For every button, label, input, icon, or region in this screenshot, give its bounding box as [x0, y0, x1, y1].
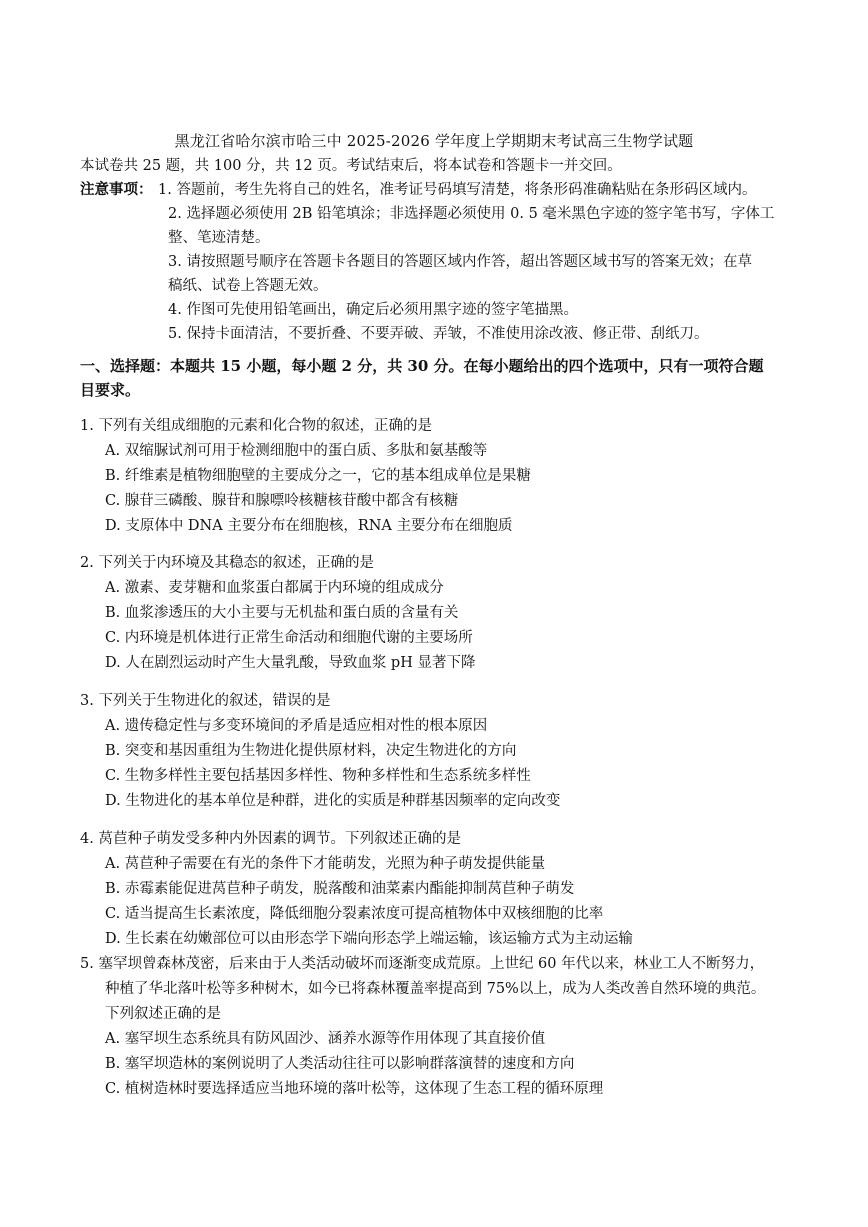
option-c: C. 植树造林时要选择适应当地环境的落叶松等，这体现了生态工程的循环原理: [105, 1081, 604, 1097]
option-c: C. 适当提高生长素浓度，降低细胞分裂素浓度可提高植物体中双核细胞的比率: [105, 906, 604, 922]
option-a: A. 激素、麦芽糖和血浆蛋白都属于内环境的组成成分: [105, 580, 444, 596]
notice-row-3: [80, 250, 800, 274]
option-d: D. 生物进化的基本单位是种群，进化的实质是种群基因频率的定向改变: [105, 793, 561, 809]
notice-row-4: [80, 298, 800, 322]
question-3: [80, 689, 810, 814]
question-stem-cont-1: 种植了华北落叶松等多种树木，如今已将森林覆盖率提高到 75%以上，成为人类改善自然环境的典范。: [105, 981, 766, 997]
notice-row-1: [80, 178, 800, 202]
option-b: B. 突变和基因重组为生物进化提供原材料，决定生物进化的方向: [105, 743, 517, 759]
notice-block: [80, 178, 800, 346]
exam-title: 黑龙江省哈尔滨市哈三中 2025-2026 学年度上学期期末考试高三生物学试题: [174, 132, 694, 150]
question-stem: 1. 下列有关组成细胞的元素和化合物的叙述，正确的是: [80, 418, 432, 434]
question-stem: 5. 塞罕坝曾森林茂密，后来由于人类活动破坏而逐渐变成荒原。上世纪 60 年代以来，林业工人不断努力，: [80, 956, 765, 972]
notice-item-3-cont: 稿纸、试卷上答题无效。: [168, 278, 328, 294]
question-stem: 4. 莴苣种子萌发受多种内外因素的调节。下列叙述正确的是: [80, 831, 461, 847]
notice-item-1: 1. 答题前，考生先将自己的姓名，准考证号码填写清楚，将条形码准确粘贴在条形码区域内。: [158, 182, 757, 198]
option-a: A. 莴苣种子需要在有光的条件下才能萌发，光照为种子萌发提供能量: [105, 856, 546, 872]
option-a: A. 塞罕坝生态系统具有防风固沙、涵养水源等作用体现了其直接价值: [105, 1031, 546, 1047]
notice-label: 注意事项：: [80, 181, 153, 198]
option-a: A. 遗传稳定性与多变环境间的矛盾是适应相对性的根本原因: [105, 718, 488, 734]
option-d: D. 生长素在幼嫩部位可以由形态学下端向形态学上端运输，该运输方式为主动运输: [105, 931, 633, 947]
option-b: B. 塞罕坝造林的案例说明了人类活动往往可以影响群落演替的速度和方向: [105, 1056, 575, 1072]
section-heading-line-1: 一、选择题：本题共 15 小题，每小题 2 分，共 30 分。在每小题给出的四个选项中，只有一项符合题: [80, 357, 764, 375]
section-heading-line-2: 目要求。: [80, 381, 141, 399]
section-heading: [80, 354, 800, 402]
option-b: B. 纤维素是植物细胞壁的主要成分之一，它的基本组成单位是果糖: [105, 468, 531, 484]
notice-row-5: [80, 322, 800, 346]
notice-item-2: 2. 选择题必须使用 2B 铅笔填涂；非选择题必须使用 0. 5 毫米黑色字迹的签字笔书写，字体工: [168, 206, 775, 222]
option-c: C. 生物多样性主要包括基因多样性、物种多样性和生态系统多样性: [105, 768, 531, 784]
option-c: C. 腺苷三磷酸、腺苷和腺嘌呤核糖核苷酸中都含有核糖: [105, 493, 459, 509]
question-4: [80, 827, 810, 952]
notice-row-3b: [80, 274, 800, 298]
notice-row-2b: [80, 226, 800, 250]
notice-item-2-cont: 整、笔迹清楚。: [168, 230, 270, 246]
option-b: B. 赤霉素能促进莴苣种子萌发，脱落酸和油菜素内酯能抑制莴苣种子萌发: [105, 881, 575, 897]
question-stem-cont-2: 下列叙述正确的是: [105, 1006, 221, 1022]
notice-item-3: 3. 请按照题号顺序在答题卡各题目的答题区域内作答，超出答题区域书写的答案无效；在草: [168, 254, 752, 270]
question-stem: 3. 下列关于生物进化的叙述，错误的是: [80, 693, 331, 709]
question-5: [80, 952, 810, 1102]
question-2: [80, 551, 810, 676]
option-c: C. 内环境是机体进行正常生命活动和细胞代谢的主要场所: [105, 630, 473, 646]
notice-item-5: 5. 保持卡面清洁，不要折叠、不要弄破、弄皱，不准使用涂改液、修正带、刮纸刀。: [168, 326, 709, 342]
question-stem: 2. 下列关于内环境及其稳态的叙述，正确的是: [80, 555, 374, 571]
exam-intro: 本试卷共 25 题，共 100 分，共 12 页。考试结束后，将本试卷和答题卡一并交回。: [80, 158, 622, 174]
option-d: D. 支原体中 DNA 主要分布在细胞核，RNA 主要分布在细胞质: [105, 518, 513, 534]
question-1: [80, 414, 810, 539]
option-d: D. 人在剧烈运动时产生大量乳酸，导致血浆 pH 显著下降: [105, 655, 476, 671]
option-b: B. 血浆渗透压的大小主要与无机盐和蛋白质的含量有关: [105, 605, 459, 621]
notice-row-2: [80, 202, 800, 226]
option-a: A. 双缩脲试剂可用于检测细胞中的蛋白质、多肽和氨基酸等: [105, 443, 488, 459]
notice-item-4: 4. 作图可先使用铅笔画出，确定后必须用黑字迹的签字笔描黑。: [168, 302, 578, 318]
